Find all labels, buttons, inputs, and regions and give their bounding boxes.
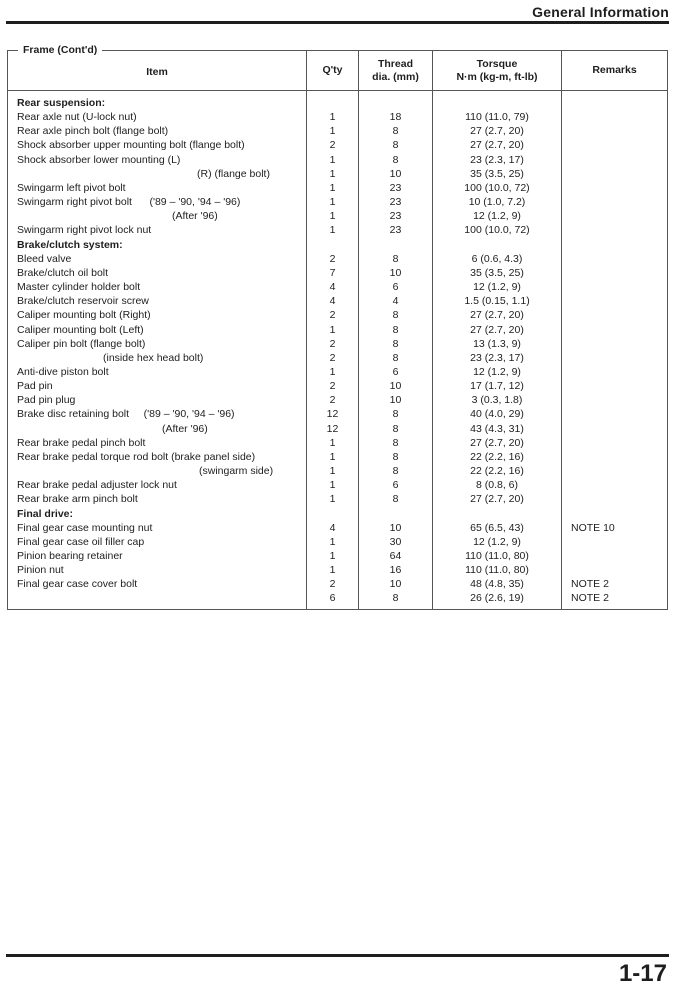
cell-qty: 2: [307, 379, 359, 393]
table-row: [8, 478, 668, 492]
table-row: [8, 492, 668, 506]
cell-remarks: [562, 492, 668, 506]
cell-torque: 13 (1.3, 9): [433, 337, 562, 351]
table-row: [8, 124, 668, 138]
column-header-thread: [359, 51, 433, 91]
cell-thread: 8: [359, 591, 433, 609]
cell-remarks: [562, 308, 668, 322]
cell-qty: 1: [307, 153, 359, 167]
cell-torque: 40 (4.0, 29): [433, 407, 562, 421]
empty-cell: [562, 507, 668, 521]
cell-thread: 8: [359, 422, 433, 436]
cell-item: Final gear case cover bolt: [8, 577, 307, 591]
table-row: [8, 138, 668, 152]
cell-torque: 35 (3.5, 25): [433, 167, 562, 181]
cell-torque: 27 (2.7, 20): [433, 492, 562, 506]
cell-item: Caliper pin bolt (flange bolt): [8, 337, 307, 351]
cell-thread: 18: [359, 110, 433, 124]
cell-torque: 110 (11.0, 80): [433, 563, 562, 577]
cell-item: (R) (flange bolt): [8, 167, 307, 181]
table-row: [8, 110, 668, 124]
cell-item: Rear brake pedal pinch bolt: [8, 436, 307, 450]
cell-torque: 8 (0.8, 6): [433, 478, 562, 492]
table-row: [8, 167, 668, 181]
cell-qty: 2: [307, 577, 359, 591]
cell-thread: 10: [359, 266, 433, 280]
cell-thread: 30: [359, 535, 433, 549]
cell-torque: 110 (11.0, 79): [433, 110, 562, 124]
table-row: [8, 181, 668, 195]
cell-torque: 22 (2.2, 16): [433, 450, 562, 464]
cell-torque: 26 (2.6, 19): [433, 591, 562, 609]
cell-torque: 10 (1.0, 7.2): [433, 195, 562, 209]
table-row: [8, 407, 668, 421]
cell-qty: 12: [307, 422, 359, 436]
section-title: General Information: [532, 4, 669, 20]
cell-remarks: [562, 549, 668, 563]
cell-item: Rear brake arm pinch bolt: [8, 492, 307, 506]
cell-torque: 22 (2.2, 16): [433, 464, 562, 478]
cell-qty: 4: [307, 294, 359, 308]
cell-qty: 1: [307, 492, 359, 506]
cell-qty: 1: [307, 450, 359, 464]
cell-thread: 6: [359, 478, 433, 492]
cell-qty: 2: [307, 351, 359, 365]
cell-qty: 2: [307, 308, 359, 322]
column-header-remarks: Remarks: [562, 51, 668, 91]
cell-item: Master cylinder holder bolt: [8, 280, 307, 294]
empty-cell: [359, 91, 433, 111]
cell-qty: 2: [307, 252, 359, 266]
cell-thread: 23: [359, 223, 433, 237]
cell-qty: 7: [307, 266, 359, 280]
cell-remarks: [562, 351, 668, 365]
cell-torque: 100 (10.0, 72): [433, 181, 562, 195]
cell-thread: 8: [359, 153, 433, 167]
empty-cell: [433, 91, 562, 111]
cell-thread: 8: [359, 450, 433, 464]
cell-thread: 8: [359, 351, 433, 365]
table-row: [8, 365, 668, 379]
table-row: [8, 308, 668, 322]
cell-torque: 27 (2.7, 20): [433, 124, 562, 138]
cell-thread: 23: [359, 181, 433, 195]
footer-rule: [6, 954, 669, 957]
column-header-qty: Q'ty: [307, 51, 359, 91]
cell-qty: 1: [307, 209, 359, 223]
cell-item: Swingarm left pivot bolt: [8, 181, 307, 195]
cell-qty: 4: [307, 521, 359, 535]
table-row: [8, 351, 668, 365]
header-rule: [6, 21, 669, 24]
cell-remarks: [562, 379, 668, 393]
empty-cell: [307, 91, 359, 111]
cell-item: Rear axle pinch bolt (flange bolt): [8, 124, 307, 138]
cell-thread: 8: [359, 252, 433, 266]
cell-torque: 3 (0.3, 1.8): [433, 393, 562, 407]
cell-qty: 1: [307, 110, 359, 124]
cell-thread: 10: [359, 379, 433, 393]
torque-table: [7, 50, 668, 610]
frame-label: Frame (Cont'd): [18, 44, 102, 56]
cell-qty: 1: [307, 181, 359, 195]
cell-qty: 2: [307, 138, 359, 152]
table-row: [8, 153, 668, 167]
thread-header-line2: dia. (mm): [372, 70, 419, 83]
cell-thread: 10: [359, 577, 433, 591]
cell-thread: 8: [359, 436, 433, 450]
cell-thread: 8: [359, 337, 433, 351]
cell-item: Final gear case oil filler cap: [8, 535, 307, 549]
cell-remarks: [562, 280, 668, 294]
cell-remarks: [562, 209, 668, 223]
cell-torque: 100 (10.0, 72): [433, 223, 562, 237]
torque-header-line1: Torsque: [476, 57, 518, 70]
cell-remarks: [562, 138, 668, 152]
cell-thread: 4: [359, 294, 433, 308]
cell-item: Rear axle nut (U-lock nut): [8, 110, 307, 124]
page-number: 1-17: [618, 960, 667, 987]
cell-item: Pad pin plug: [8, 393, 307, 407]
cell-item: Pinion nut: [8, 563, 307, 577]
cell-torque: 27 (2.7, 20): [433, 308, 562, 322]
cell-torque: 12 (1.2, 9): [433, 209, 562, 223]
table-row: [8, 280, 668, 294]
cell-item: Brake disc retaining bolt ('89 – '90, '94 – '96): [8, 407, 307, 421]
table-row: [8, 422, 668, 436]
cell-thread: 6: [359, 280, 433, 294]
cell-thread: 64: [359, 549, 433, 563]
table-row: [8, 252, 668, 266]
table-row: [8, 195, 668, 209]
cell-item: (inside hex head bolt): [8, 351, 307, 365]
cell-remarks: [562, 266, 668, 280]
cell-remarks: [562, 450, 668, 464]
cell-item: Pad pin: [8, 379, 307, 393]
table-row: [8, 521, 668, 535]
cell-item: Swingarm right pivot lock nut: [8, 223, 307, 237]
section-heading-row: [8, 507, 668, 521]
cell-torque: 65 (6.5, 43): [433, 521, 562, 535]
cell-thread: 10: [359, 167, 433, 181]
cell-item: Caliper mounting bolt (Left): [8, 323, 307, 337]
cell-item: Rear brake pedal adjuster lock nut: [8, 478, 307, 492]
cell-qty: 1: [307, 535, 359, 549]
table-row: [8, 535, 668, 549]
cell-thread: 10: [359, 393, 433, 407]
cell-torque: 12 (1.2, 9): [433, 535, 562, 549]
cell-torque: 35 (3.5, 25): [433, 266, 562, 280]
cell-remarks: [562, 478, 668, 492]
cell-item: Shock absorber lower mounting (L): [8, 153, 307, 167]
cell-remarks: [562, 167, 668, 181]
section-heading-row: [8, 238, 668, 252]
cell-remarks: NOTE 2: [562, 591, 668, 609]
cell-thread: 8: [359, 323, 433, 337]
cell-torque: 27 (2.7, 20): [433, 138, 562, 152]
cell-qty: 1: [307, 365, 359, 379]
cell-remarks: [562, 535, 668, 549]
cell-remarks: [562, 563, 668, 577]
cell-item: Caliper mounting bolt (Right): [8, 308, 307, 322]
cell-thread: 8: [359, 464, 433, 478]
cell-torque: 27 (2.7, 20): [433, 436, 562, 450]
empty-cell: [359, 507, 433, 521]
table-row: [8, 450, 668, 464]
cell-item: Shock absorber upper mounting bolt (flange bolt): [8, 138, 307, 152]
cell-torque: 23 (2.3, 17): [433, 351, 562, 365]
cell-remarks: [562, 124, 668, 138]
cell-torque: 110 (11.0, 80): [433, 549, 562, 563]
table-row: [8, 266, 668, 280]
cell-qty: 1: [307, 563, 359, 577]
cell-item: Final gear case mounting nut: [8, 521, 307, 535]
cell-torque: 17 (1.7, 12): [433, 379, 562, 393]
cell-qty: 1: [307, 167, 359, 181]
table-row: [8, 436, 668, 450]
cell-remarks: NOTE 10: [562, 521, 668, 535]
cell-thread: 23: [359, 195, 433, 209]
cell-torque: 6 (0.6, 4.3): [433, 252, 562, 266]
cell-item: (swingarm side): [8, 464, 307, 478]
cell-thread: 8: [359, 124, 433, 138]
table-row: [8, 591, 668, 609]
cell-torque: 1.5 (0.15, 1.1): [433, 294, 562, 308]
column-header-torque: [433, 51, 562, 91]
cell-remarks: [562, 223, 668, 237]
cell-qty: 1: [307, 436, 359, 450]
cell-thread: 8: [359, 407, 433, 421]
cell-remarks: [562, 436, 668, 450]
cell-torque: 12 (1.2, 9): [433, 365, 562, 379]
cell-remarks: [562, 110, 668, 124]
cell-thread: 16: [359, 563, 433, 577]
cell-remarks: [562, 422, 668, 436]
cell-remarks: [562, 337, 668, 351]
table-row: [8, 209, 668, 223]
table-row: [8, 563, 668, 577]
cell-torque: 48 (4.8, 35): [433, 577, 562, 591]
cell-remarks: [562, 464, 668, 478]
cell-qty: 4: [307, 280, 359, 294]
empty-cell: [562, 91, 668, 111]
cell-item: Anti-dive piston bolt: [8, 365, 307, 379]
cell-thread: 10: [359, 521, 433, 535]
cell-remarks: [562, 323, 668, 337]
empty-cell: [359, 238, 433, 252]
torque-header-line2: N·m (kg-m, ft-lb): [456, 70, 538, 83]
cell-qty: 2: [307, 337, 359, 351]
table-row: [8, 549, 668, 563]
table-row: [8, 337, 668, 351]
cell-thread: 23: [359, 209, 433, 223]
cell-remarks: [562, 153, 668, 167]
cell-remarks: [562, 181, 668, 195]
cell-qty: 1: [307, 124, 359, 138]
cell-thread: 8: [359, 138, 433, 152]
table-row: [8, 223, 668, 237]
cell-item: Rear suspension:: [8, 91, 307, 111]
cell-item: Final drive:: [8, 507, 307, 521]
cell-qty: 1: [307, 478, 359, 492]
cell-torque: 12 (1.2, 9): [433, 280, 562, 294]
cell-item: Pinion bearing retainer: [8, 549, 307, 563]
cell-thread: 6: [359, 365, 433, 379]
cell-item: Brake/clutch oil bolt: [8, 266, 307, 280]
cell-torque: 27 (2.7, 20): [433, 323, 562, 337]
cell-item: Rear brake pedal torque rod bolt (brake panel side): [8, 450, 307, 464]
cell-thread: 8: [359, 492, 433, 506]
cell-qty: 1: [307, 549, 359, 563]
cell-item: Brake/clutch system:: [8, 238, 307, 252]
table-row: [8, 379, 668, 393]
cell-qty: 1: [307, 195, 359, 209]
cell-item: Swingarm right pivot bolt ('89 – '90, '94 – '96): [8, 195, 307, 209]
cell-item: (After '96): [8, 209, 307, 223]
empty-cell: [433, 238, 562, 252]
cell-qty: 1: [307, 323, 359, 337]
cell-qty: 6: [307, 591, 359, 609]
cell-remarks: NOTE 2: [562, 577, 668, 591]
cell-qty: 1: [307, 223, 359, 237]
cell-remarks: [562, 294, 668, 308]
cell-item: [8, 591, 307, 609]
table-row: [8, 393, 668, 407]
cell-torque: 23 (2.3, 17): [433, 153, 562, 167]
cell-item: (After '96): [8, 422, 307, 436]
table-row: [8, 294, 668, 308]
table-row: [8, 464, 668, 478]
empty-cell: [307, 238, 359, 252]
cell-thread: 8: [359, 308, 433, 322]
cell-remarks: [562, 252, 668, 266]
cell-remarks: [562, 393, 668, 407]
table-header-row: [8, 51, 668, 91]
section-heading-row: [8, 91, 668, 111]
table-body: [8, 91, 668, 610]
empty-cell: [433, 507, 562, 521]
empty-cell: [307, 507, 359, 521]
cell-remarks: [562, 407, 668, 421]
thread-header-line1: Thread: [377, 57, 413, 70]
cell-qty: 1: [307, 464, 359, 478]
cell-qty: 2: [307, 393, 359, 407]
table-row: [8, 323, 668, 337]
column-header-item: Item: [8, 51, 307, 91]
empty-cell: [562, 238, 668, 252]
cell-remarks: [562, 195, 668, 209]
cell-torque: 43 (4.3, 31): [433, 422, 562, 436]
cell-item: Brake/clutch reservoir screw: [8, 294, 307, 308]
table-row: [8, 577, 668, 591]
cell-remarks: [562, 365, 668, 379]
cell-item: Bleed valve: [8, 252, 307, 266]
cell-qty: 12: [307, 407, 359, 421]
